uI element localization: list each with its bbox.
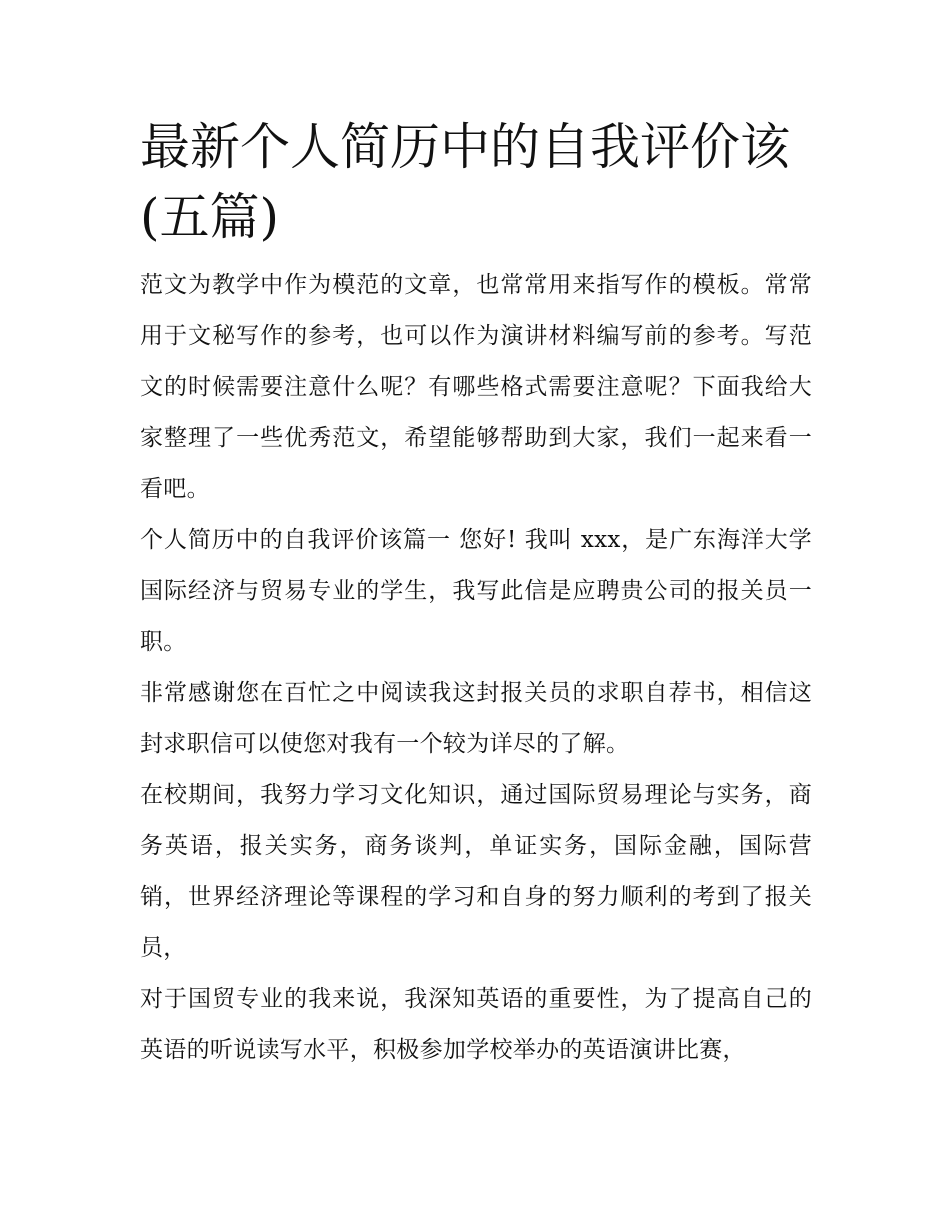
paragraph-self-intro: 个人简历中的自我评价该篇一 您好! 我叫 xxx，是广东海洋大学国际经济与贸易专业的学生，我写此信是应聘贵公司的报关员一职。 [140, 527, 812, 655]
paragraph-thanks: 非常感谢您在百忙之中阅读我这封报关员的求职自荐书，相信这封求职信可以使您对我有一个较为详尽的了解。 [140, 680, 812, 757]
paragraph-intro: 范文为教学中作为模范的文章，也常常用来指写作的模板。常常用于文秘写作的参考，也可以作为演讲材料编写前的参考。写范文的时候需要注意什么呢？有哪些格式需要注意呢？下面我给大家整理了一些优秀范文，希望能够帮助到大家，我们一起来看一看吧。 [140, 272, 812, 502]
document-body [140, 112, 812, 1076]
document-title: 最新个人简历中的自我评价该(五篇) [140, 118, 790, 246]
paragraph-english: 对于国贸专业的我来说，我深知英语的重要性，为了提高自己的英语的听说读写水平，积极参加学校举办的英语演讲比赛， [140, 986, 812, 1063]
paragraph-study: 在校期间，我努力学习文化知识，通过国际贸易理论与实务，商务英语，报关实务，商务谈判，单证实务，国际金融，国际营销，世界经济理论等课程的学习和自身的努力顺利的考到了报关员， [140, 782, 812, 961]
